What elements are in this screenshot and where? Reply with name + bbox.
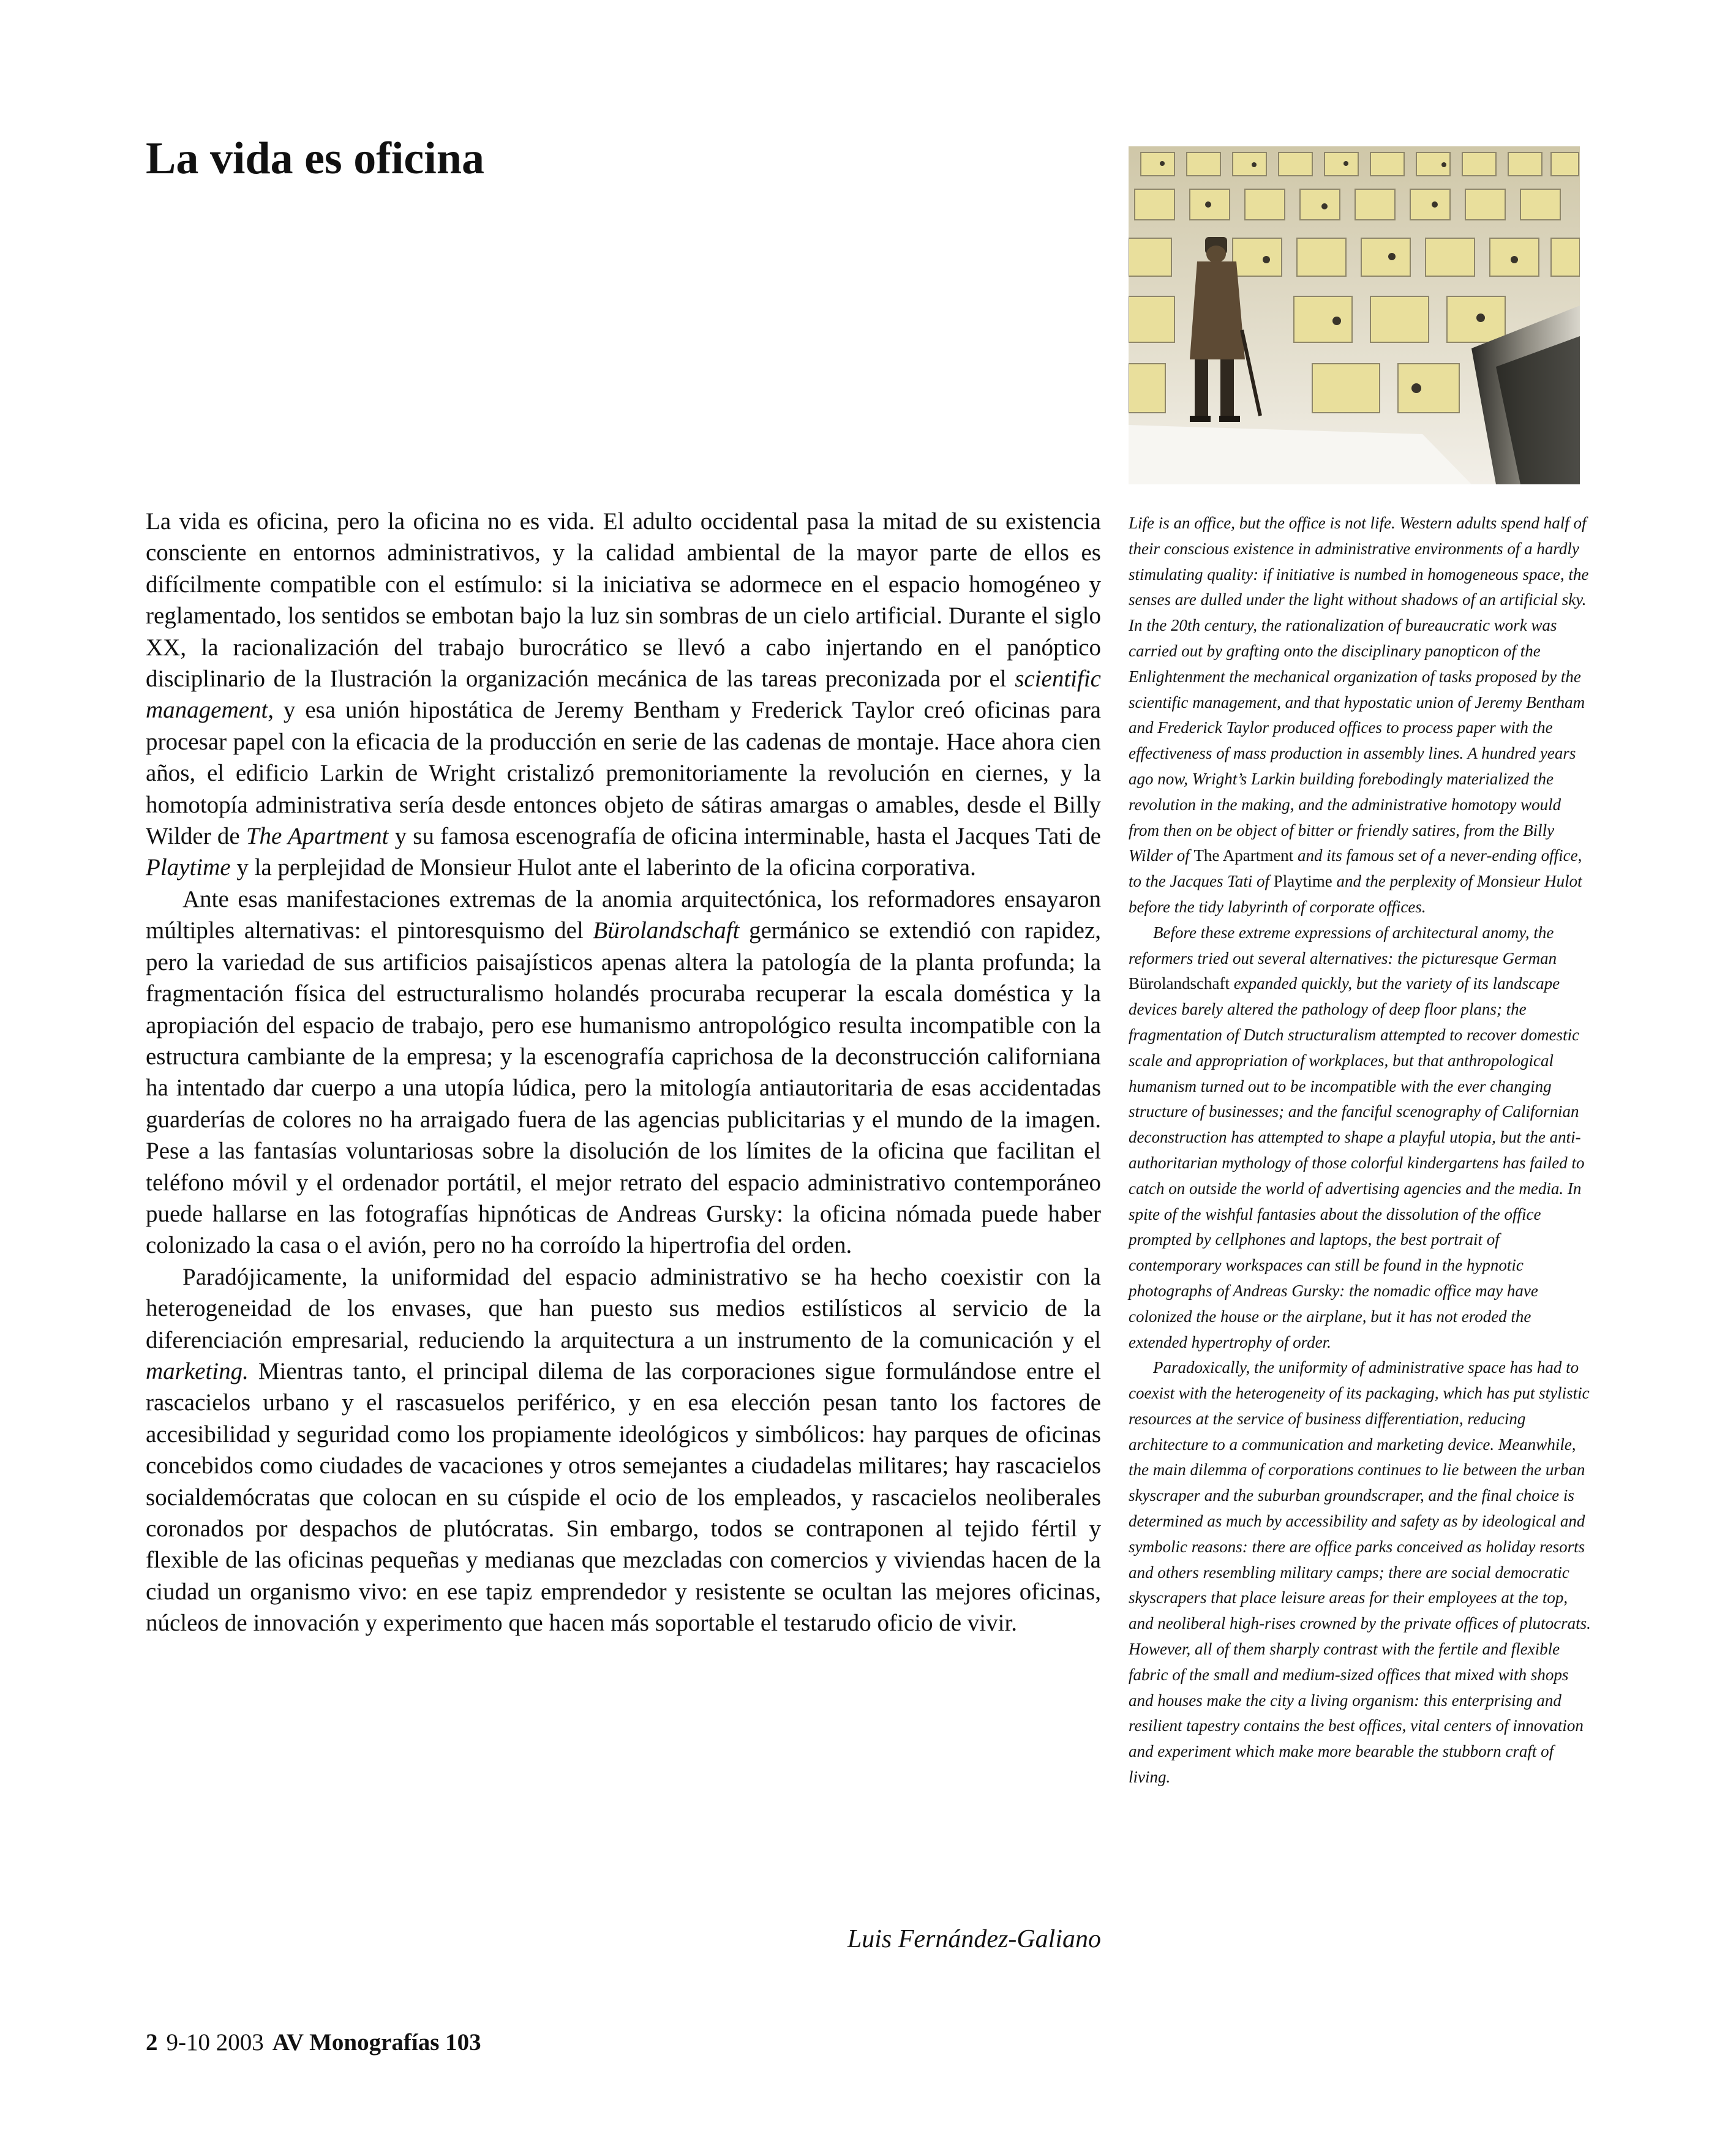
issue-date: 9-10 2003 <box>166 2029 264 2056</box>
page-number: 2 <box>146 2029 158 2056</box>
page-title: La vida es oficina <box>146 133 484 184</box>
magazine-title: AV Monografías 103 <box>272 2029 481 2056</box>
paragraph-3: Paradójicamente, la uniformidad del espacio administrativo se ha hecho coexistir con la heterogeneidad de los envases, que han puesto sus medios estilísticos al servicio de la diferenciación empresarial, reduciendo la arquitectura a un instrumento de la comunicación y el marketing. Mientras tanto, el principal dilema de las corporaciones sigue formulándose entre el rascacielos urbano y el rascasuelos periférico, y en esa elección pesan tanto los factores de accesibilidad y seguridad como los propiamente ideológicos y simbólicos: hay parques de oficinas concebidos como ciudades de vacaciones y otros semejantes a ciudadelas militares; hay rascacielos socialdemócratas que colocan en su cúspide el ocio de los empleados, y rascacielos neoliberales coronados por despachos de plutócratas. Sin embargo, todos se contraponen al tejido fértil y flexible de las oficinas pequeñas y medianas que mezcladas con comercios y viviendas hacen de la ciudad un organismo vivo: en ese tapiz emprendedor y resistente se ocultan las mejores oficinas, núcleos de innovación y experimento que hacen más soportable el testarudo oficio de vivir. <box>146 1263 1101 1637</box>
spanish-article-body <box>146 506 1101 1639</box>
office-cubicles-photo <box>1129 146 1580 484</box>
author-signature: Luis Fernández-Galiano <box>847 1925 1101 1953</box>
paragraph-2: Ante esas manifestaciones extremas de la anomia arquitectónica, los reformadores ensayaron múltiples alternativas: el pintoresquismo del Bürolandschaft germánico se extendió con rapidez, pero la variedad de sus artificios paisajísticos apenas altera la patología de la planta profunda; la fragmentación física del estructuralismo holandés procuraba recuperar la escala doméstica y la apropiación del espacio de trabajo, pero ese humanismo antropológico resulta incompatible con la estructura cambiante de la empresa; y la escenografía caprichosa de la deconstrucción californiana ha intentado dar cuerpo a una utopía lúdica, pero la mitología antiautoritaria de esas accidentadas guarderías de colores no ha arraigado fuera de las agencias publicitarias y el mundo de la imagen. Pese a las fantasías voluntariosas sobre la disolución de los límites de la oficina que facilitan el teléfono móvil y el ordenador portátil, el mejor retrato del espacio administrativo contemporáneo puede hallarse en las fotografías hipnóticas de Andreas Gursky: la oficina nómada puede haber colonizado la casa o el avión, pero no ha corroído la hipertrofia del orden. <box>146 885 1101 1259</box>
translation-paragraph-3: Paradoxically, the uniformity of administrative space has had to coexist with the heterogeneity of its packaging, which has put stylistic resources at the service of business differentiation, reducing architecture to a communication and marketing device. Meanwhile, the main dilemma of corporations continues to lie between the urban skyscraper and the suburban groundscraper, and the final choice is determined as much by accessibility and safety as by ideological and symbolic reasons: there are office parks conceived as holiday resorts and others resembling military camps; there are social democratic skyscrapers that place leisure areas for their employees at the top, and neoliberal high-rises crowned by the private offices of plutocrats. However, all of them sharply contrast with the fertile and flexible fabric of the small and medium-sized offices that mixed with shops and houses make the city a living organism: this enterprising and resilient tapestry contains the best offices, vital centers of innovation and experiment which make more bearable the stubborn craft of living. <box>1129 1358 1591 1787</box>
translation-paragraph-2: Before these extreme expressions of architectural anomy, the reformers tried out several alternatives: the picturesque German Bürolandschaft expanded quickly, but the variety of its landscape devices barely altered the pathology of deep floor plans; the fragmentation of Dutch structuralism attempted to recover domestic scale and appropriation of workplaces, but that anthropological humanism turned out to be incompatible with the ever changing structure of businesses; and the fanciful scenography of Californian deconstruction has attempted to shape a playful utopia, but the anti-authoritarian mythology of those colorful kindergartens has failed to catch on outside the world of advertising agencies and the media. In spite of the wishful fantasies about the dissolution of the office prompted by cellphones and laptops, the best portrait of contemporary workspaces can still be found in the hypnotic photographs of Andreas Gursky: the nomadic office may have colonized the house or the airplane, but it has not eroded the extended hypertrophy of order. <box>1129 923 1585 1351</box>
page-footer <box>146 2029 481 2056</box>
translation-paragraph-1: Life is an office, but the office is not life. Western adults spend half of their conscious existence in administrative environments of a hardly stimulating quality: if initiative is numbed in homogeneous space, the senses are dulled under the light without shadows of an artificial sky. In the 20th century, the rationalization of bureaucratic work was carried out by grafting onto the disciplinary panopticon of the Enlightenment the mechanical organization of tasks proposed by the scientific management, and that hypostatic union of Jeremy Bentham and Frederick Taylor produced offices to process paper with the effectiveness of mass production in assembly lines. A hundred years ago now, Wright’s Larkin building forebodingly materialized the revolution in the making, and the administrative homotopy would from then on be object of bitter or friendly satires, from the Billy Wilder of The Apartment and its famous set of a never-ending office, to the Jacques Tati of Playtime and the perplexity of Monsieur Hulot before the tidy labyrinth of corporate offices. <box>1129 514 1589 916</box>
english-translation <box>1129 511 1594 1790</box>
paragraph-1: La vida es oficina, pero la oficina no es vida. El adulto occidental pasa la mitad de su existencia consciente en entornos administrativos, y la calidad ambiental de la mayor parte de ellos es difícilmente compatible con el estímulo: si la iniciativa se adormece en el espacio homogéneo y reglamentado, los sentidos se embotan bajo la luz sin sombras de un cielo artificial. Durante el siglo XX, la racionalización del trabajo burocrático se llevó a cabo injertando en el panóptico disciplinario de la Ilustración la organización mecánica de las tareas preconizada por el scientific management, y esa unión hipostática de Jeremy Bentham y Frederick Taylor creó oficinas para procesar papel con la eficacia de la producción en serie de las cadenas de montaje. Hace ahora cien años, el edificio Larkin de Wright cristalizó premonitoriamente la revolución en ciernes, y la homotopía administrativa sería desde entonces objeto de sátiras amargas o amables, desde el Billy Wilder de The Apartment y su famosa escenografía de oficina interminable, hasta el Jacques Tati de Playtime y la perplejidad de Monsieur Hulot ante el laberinto de la oficina corporativa. <box>146 508 1101 881</box>
